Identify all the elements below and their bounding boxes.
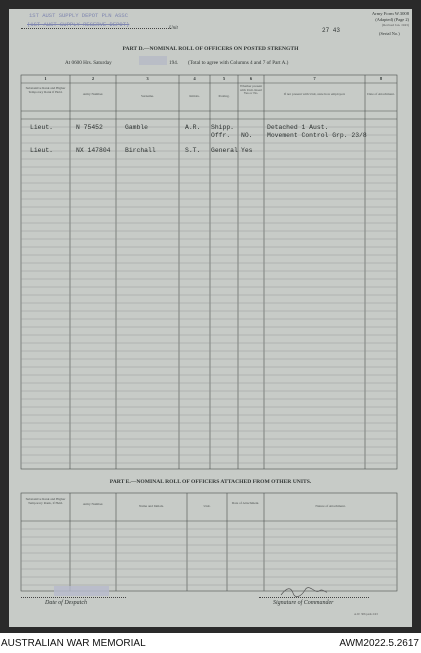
- despatch-underline: [21, 597, 126, 598]
- col-number-5: 5: [222, 76, 226, 81]
- serial-number: 27 43: [322, 27, 341, 34]
- date-of-despatch-label: Date of Despatch: [45, 600, 87, 606]
- archive-footer: [0, 633, 421, 653]
- form-adapted: (Adapted) (Page 2): [375, 17, 409, 22]
- part-e-grid: [9, 9, 412, 627]
- col-header-present: Whether present with Unit. Insert Yes or No.: [239, 84, 263, 96]
- row1-surname: Gamble: [125, 124, 149, 131]
- row2-initials: S.T.: [185, 147, 201, 154]
- row1-employed-line2: Movement Control Grp. 23/8: [267, 132, 367, 139]
- row2-posting: General: [211, 147, 238, 154]
- signature-underline: [259, 597, 369, 598]
- at-line-note: (Total to agree with Columns 4 and 7 of Part A.): [188, 60, 289, 66]
- signature-label: Signature of Commander: [273, 600, 334, 606]
- col-header-army-number: Army Number.: [82, 92, 104, 96]
- col-number-1: 1: [44, 76, 47, 81]
- row1-employed: Detached 1 Aust.: [267, 124, 329, 131]
- e-col-header-nature: Nature of Attachment.: [315, 504, 346, 508]
- unit-stamp-line1: 1ST AUST SUPPLY DEPOT PLN ASSC: [29, 12, 129, 19]
- e-col-header-army-number: Army Number.: [82, 502, 104, 506]
- row1-posting-line2: Offr.: [211, 132, 231, 139]
- row2-surname: Birchall: [125, 147, 156, 154]
- form-revised: (Revised Jan. 1943): [381, 23, 409, 27]
- row1-initials: A.R.: [185, 124, 201, 131]
- col-number-2: 2: [91, 76, 95, 81]
- col-header-date: Date of Attachment.: [367, 92, 395, 96]
- col-number-6: 6: [249, 76, 253, 81]
- e-col-header-rank: Substantive Rank and Higher Temporary Rank, if Held.: [25, 497, 66, 505]
- at-line-prefix: At 0600 Hrs. Saturday: [65, 60, 112, 66]
- col-header-employed: If not present with Unit, state how employed.: [283, 92, 346, 96]
- row2-number: NX 147804: [76, 147, 111, 154]
- col-number-4: 4: [193, 76, 196, 81]
- unit-label: Unit: [169, 26, 178, 31]
- footer-right: AWM2022.5.2617: [339, 638, 419, 649]
- part-e-title: PART E.—NOMINAL ROLL OF OFFICERS ATTACHED FROM OTHER UNITS.: [109, 479, 312, 485]
- col-header-initials: Initials.: [189, 94, 200, 98]
- row2-rank: Lieut.: [30, 147, 54, 154]
- despatch-date-stamp: [54, 586, 109, 596]
- e-col-header-name: Name and Initials.: [139, 504, 164, 508]
- part-d-title: PART D.—NOMINAL ROLL OF OFFICERS ON POSTED STRENGTH: [122, 46, 299, 52]
- printer-note: A.W. 306 pads 2/43: [354, 612, 378, 616]
- col-number-8: 8: [379, 76, 383, 81]
- col-number-3: 3: [146, 76, 149, 81]
- e-col-header-date: Date of Attachment.: [231, 501, 260, 505]
- serial-label: (Serial No.): [379, 31, 400, 36]
- col-header-posting: Posting.: [218, 94, 230, 98]
- form-page: [9, 9, 412, 627]
- col-header-rank: Substantive Rank and Higher Temporary Rank if Held.: [25, 86, 66, 94]
- e-col-header-unit: Unit.: [203, 504, 211, 508]
- form-name: Army Form W.3008: [371, 11, 409, 16]
- row1-number: N 75452: [76, 124, 103, 131]
- row2-present: Yes: [241, 147, 253, 154]
- at-line-year: 194.: [169, 60, 179, 66]
- row1-rank: Lieut.: [30, 124, 54, 131]
- col-header-surname: Surname.: [141, 94, 154, 98]
- row1-posting: Shipp.: [211, 124, 235, 131]
- footer-left: AUSTRALIAN WAR MEMORIAL: [1, 638, 146, 649]
- row1-present: NO.: [241, 132, 253, 139]
- col-number-7: 7: [313, 76, 316, 81]
- unit-stamp-line2: (1ST AUST SUPPLY RESERVE DEPOT): [27, 21, 130, 28]
